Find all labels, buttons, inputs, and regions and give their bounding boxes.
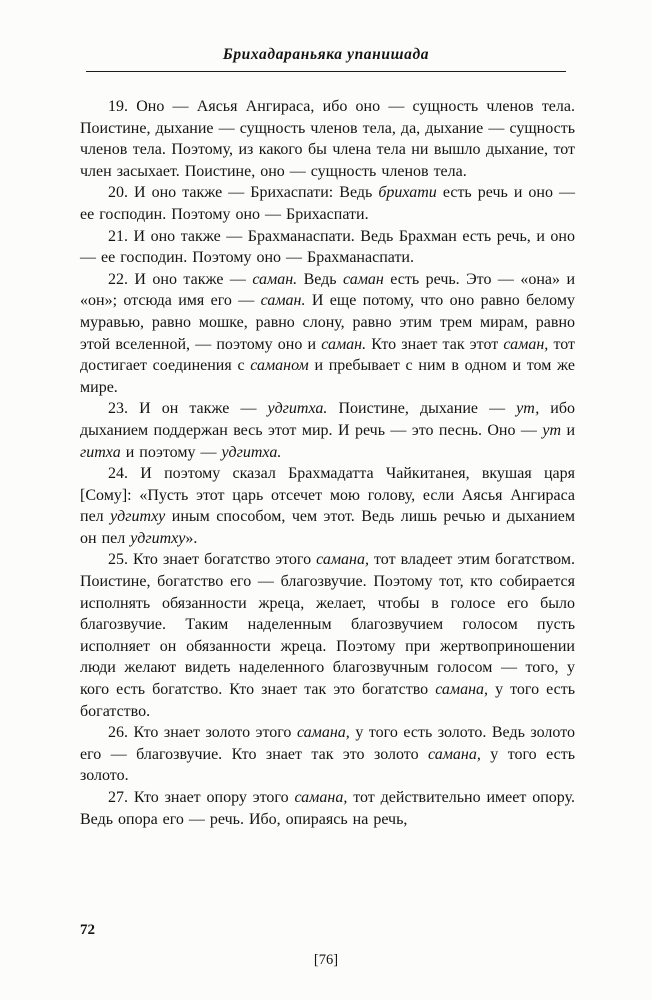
text-segment: у того есть золото. bbox=[80, 745, 575, 785]
text-segment: Поистине, дыхание — bbox=[327, 400, 517, 418]
text-segment: ибо дыханием поддержан весь этот мир. И речь — это песнь. Оно — bbox=[80, 400, 576, 439]
page-number: 72 bbox=[80, 922, 95, 938]
text-segment: и bbox=[561, 421, 576, 439]
text-segment: есть речь. Это — «она» и «он»; отсюда имя его — bbox=[80, 270, 576, 310]
text-segment: есть речь и оно — ее господин. Поэтому оно — Брихаспати. bbox=[80, 184, 576, 223]
italic-term: самана, bbox=[428, 745, 481, 763]
text-segment: 24. И поэтому сказал Брахмадатта Чайкитанея, вкушая царя [Сому]: «Пусть этот царь отсечет мою голову, если Аясья Ангираса пел bbox=[80, 465, 575, 526]
italic-term: гитха bbox=[80, 443, 121, 461]
text-segment: тот действительно имеет опору. Ведь опора его — речь. Ибо, опираясь на речь, bbox=[80, 789, 575, 828]
text-segment: 23. И он также — bbox=[108, 400, 268, 418]
page-body bbox=[80, 96, 575, 830]
paragraph bbox=[80, 269, 575, 399]
header-rule-divider bbox=[86, 71, 566, 72]
text-segment: и поэтому — bbox=[120, 443, 222, 461]
italic-term: брихати bbox=[378, 184, 437, 202]
text-segment: И еще потому, что оно равно белому муравью, равно мошке, равно слону, равно этим трем мирам, равно этой вселенной, — поэтому оно и bbox=[80, 292, 575, 353]
folio-number: [76] bbox=[313, 952, 339, 968]
text-segment: 20. И оно также — Брихаспати: Ведь bbox=[108, 184, 379, 202]
italic-term: саман, bbox=[503, 335, 549, 353]
italic-term: удгитху bbox=[110, 508, 166, 526]
paragraph bbox=[80, 787, 575, 830]
text-segment: Кто знает так этот bbox=[366, 335, 504, 353]
text-segment: 26. Кто знает золото этого bbox=[108, 724, 297, 742]
italic-term: самана, bbox=[296, 724, 350, 742]
paragraph bbox=[80, 398, 575, 463]
running-header: Брихадараньяка упанишада bbox=[222, 46, 430, 63]
text-segment: у того есть богатство. bbox=[80, 681, 575, 720]
italic-term: удгитха. bbox=[221, 443, 282, 461]
italic-term: самана, bbox=[294, 789, 348, 806]
paragraph bbox=[80, 549, 575, 722]
italic-term: ут bbox=[542, 421, 562, 439]
text-segment: ». bbox=[185, 529, 198, 547]
paragraph bbox=[80, 96, 575, 182]
italic-term: саман. bbox=[252, 270, 298, 288]
italic-term: саман bbox=[343, 270, 384, 288]
paragraph bbox=[80, 463, 575, 549]
italic-term: ут, bbox=[516, 400, 540, 418]
text-segment: 19. Оно — Аясья Ангираса, ибо оно — сущность членов тела. Поистине, дыхание — сущность членов тела, да, дыхание — сущность членов тела. Поэтому, из какого бы члена тела ни вышло дыхание, тот член засыхает. Поистине, оно — сущность членов тела. bbox=[80, 98, 575, 180]
paragraph bbox=[80, 722, 575, 787]
text-segment: тот достигает соединения с bbox=[80, 335, 576, 375]
paragraph bbox=[80, 182, 575, 225]
text-segment: иным способом, чем этот. Ведь лишь речью и дыханием он пел bbox=[80, 508, 575, 547]
text-segment: тот владеет этим богатством. Поистине, богатство его — благозвучие. Поэтому тот, кто собирается исполнять обязанности жреца, желает, чтобы в голосе его было благозвучие. Таким наделенным благозвучием голосом пусть исполняет он обязанности жреца. Поэтому при жертвоприношении люди желают видеть наделенного благозвучным голосом — того, у кого есть богатство. Кто знает так это богатство bbox=[80, 551, 575, 699]
italic-term: удгитха. bbox=[267, 400, 328, 418]
italic-term: самана, bbox=[316, 551, 369, 569]
italic-term: саман. bbox=[260, 292, 306, 310]
text-segment: Ведь bbox=[297, 270, 344, 288]
text-segment: 25. Кто знает богатство этого bbox=[108, 551, 317, 569]
text-segment: 22. И оно также — bbox=[108, 270, 253, 288]
italic-term: удгитху bbox=[130, 529, 186, 547]
paragraph bbox=[80, 226, 575, 269]
italic-term: саманом bbox=[250, 357, 309, 375]
text-segment: у того есть золото. Ведь золото его — благозвучие. Кто знает так это золото bbox=[80, 724, 575, 763]
text-segment: 27. Кто знает опору этого bbox=[108, 789, 295, 806]
text-segment: 21. И оно также — Брахманаспати. Ведь Брахман есть речь, и оно — ее господин. Поэтому оно — Брахманаспати. bbox=[80, 227, 575, 267]
text-segment: и пребывает с ним в одном и том же мире. bbox=[80, 357, 576, 396]
italic-term: самана, bbox=[435, 681, 489, 699]
italic-term: саман. bbox=[321, 335, 367, 353]
